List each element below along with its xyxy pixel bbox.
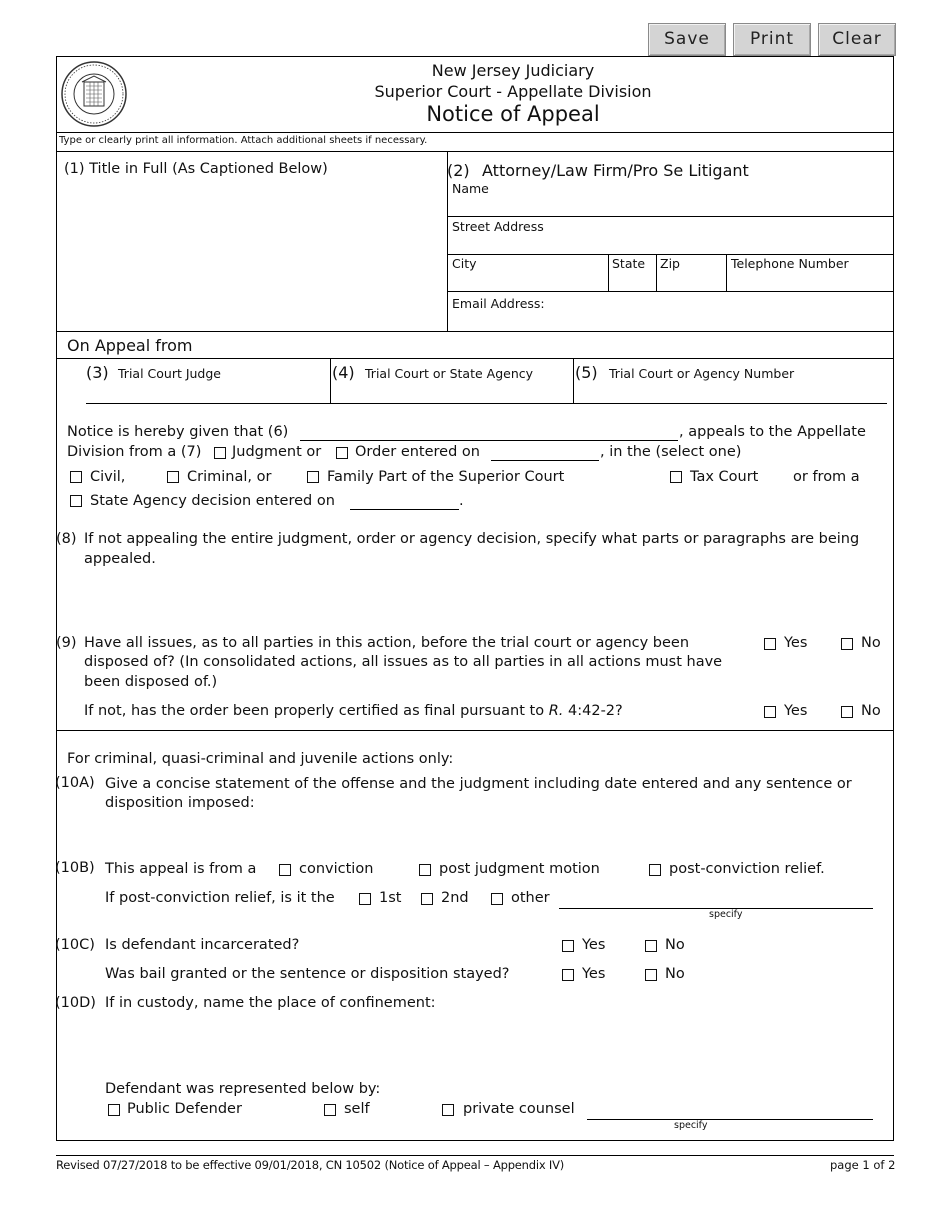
order-label: Order entered on [355, 444, 480, 460]
section10d-number: (10D) [55, 995, 96, 1011]
conviction-checkbox[interactable] [279, 864, 291, 876]
city-input[interactable] [452, 271, 608, 291]
criminal-label: Criminal, or [187, 469, 272, 485]
section10c-number: (10C) [55, 937, 95, 953]
title-in-full-input[interactable] [62, 184, 446, 330]
pcr-second-label: 2nd [441, 890, 469, 906]
judgment-checkbox[interactable] [214, 447, 226, 459]
city-label: City [452, 256, 477, 271]
rule-r: R. [548, 703, 564, 719]
trial-court-judge-input[interactable] [90, 382, 330, 402]
header-line1: New Jersey Judiciary [431, 61, 595, 80]
certified-no-label: No [861, 703, 881, 719]
pcr-second-checkbox[interactable] [421, 893, 433, 905]
bail-no-label: No [665, 966, 685, 982]
notice-text-2: , appeals to the Appellate [679, 424, 866, 440]
save-button[interactable]: Save [648, 23, 726, 56]
civil-label: Civil, [90, 469, 126, 485]
bail-yes-label: Yes [582, 966, 606, 982]
section8-text-1: If not appealing the entire judgment, order or agency decision, specify what parts or paragraphs are being [84, 531, 860, 547]
bail-question: Was bail granted or the sentence or disposition stayed? [105, 966, 510, 982]
family-part-label: Family Part of the Superior Court [327, 469, 565, 485]
conviction-label: conviction [299, 861, 374, 877]
disposed-no-checkbox[interactable] [841, 638, 853, 650]
state-label: State [612, 256, 646, 271]
name-label: Name [452, 181, 489, 196]
incarcerated-yes-label: Yes [582, 937, 606, 953]
pcr-first-checkbox[interactable] [359, 893, 371, 905]
pcr-label: post-conviction relief. [669, 861, 825, 877]
certified-yes-checkbox[interactable] [764, 706, 776, 718]
tax-court-checkbox[interactable] [670, 471, 682, 483]
civil-checkbox[interactable] [70, 471, 82, 483]
attorney-label: Attorney/Law Firm/Pro Se Litigant [482, 161, 749, 180]
header-line2: Superior Court - Appellate Division [374, 82, 652, 101]
private-counsel-label: private counsel [463, 1101, 575, 1117]
post-judgment-checkbox[interactable] [419, 864, 431, 876]
case-number-number: (5) [575, 363, 598, 382]
state-agency-label: State Agency decision entered on [90, 493, 335, 509]
pcr-other-label: other [511, 890, 550, 906]
agency-number: (4) [332, 363, 355, 382]
criminal-checkbox[interactable] [167, 471, 179, 483]
incarcerated-no-checkbox[interactable] [645, 940, 657, 952]
tax-court-label: Tax Court [690, 469, 759, 485]
section8-text-2: appealed. [84, 551, 156, 567]
section10a-text-1: Give a concise statement of the offense and the judgment including date entered and any sentence or [105, 776, 852, 792]
pcr-checkbox[interactable] [649, 864, 661, 876]
criminal-heading: For criminal, quasi-criminal and juvenile actions only: [67, 751, 454, 767]
notice-text-1: Notice is hereby given that (6) [67, 424, 289, 440]
agency-number-label: Trial Court or Agency Number [609, 366, 795, 381]
footer-revision: Revised 07/27/2018 to be effective 09/01/2018, CN 10502 (Notice of Appeal – Appendix IV) [56, 1158, 565, 1172]
confinement-place-input[interactable] [105, 1016, 889, 1074]
notice-text-3: Division from a (7) [67, 444, 202, 460]
section9-number: (9) [56, 635, 77, 651]
trial-court-agency-input[interactable] [336, 382, 572, 402]
counsel-specify-caption: specify [674, 1120, 708, 1131]
agency-decision-date-input[interactable] [350, 509, 459, 510]
order-checkbox[interactable] [336, 447, 348, 459]
email-input[interactable] [552, 294, 892, 314]
incarcerated-no-label: No [665, 937, 685, 953]
section9-text-2: disposed of? (In consolidated actions, all issues as to all parties in all actions must have [84, 654, 723, 670]
custody-question: If in custody, name the place of confinement: [105, 995, 436, 1011]
disposed-yes-label: Yes [784, 635, 808, 651]
public-defender-label: Public Defender [127, 1101, 242, 1117]
certified-question-a: If not, has the order been properly certified as final pursuant to [84, 703, 549, 719]
footer-page-number: page 1 of 2 [830, 1158, 896, 1172]
or-from-a-text: or from a [793, 469, 860, 485]
certified-no-checkbox[interactable] [841, 706, 853, 718]
zip-input[interactable] [660, 271, 726, 291]
email-label: Email Address: [452, 296, 545, 311]
judgment-label: Judgment or [232, 444, 322, 460]
section9-text-1: Have all issues, as to all parties in this action, before the trial court or agency been [84, 635, 690, 651]
disposed-yes-checkbox[interactable] [764, 638, 776, 650]
print-button[interactable]: Print [733, 23, 811, 56]
telephone-label: Telephone Number [731, 256, 849, 271]
pcr-other-checkbox[interactable] [491, 893, 503, 905]
parts-appealed-input[interactable] [84, 573, 888, 633]
trial-court-judge-label: Trial Court Judge [118, 366, 221, 381]
title-in-full-label: (1) Title in Full (As Captioned Below) [64, 161, 328, 177]
name-input[interactable] [452, 196, 894, 216]
incarcerated-yes-checkbox[interactable] [562, 940, 574, 952]
bail-yes-checkbox[interactable] [562, 969, 574, 981]
family-part-checkbox[interactable] [307, 471, 319, 483]
incarcerated-question: Is defendant incarcerated? [105, 937, 300, 953]
page-title: Notice of Appeal [426, 102, 600, 126]
private-counsel-specify-input[interactable] [587, 1119, 873, 1120]
pcr-specify-caption: specify [709, 909, 743, 920]
notice-text-4: , in the (select one) [600, 444, 742, 460]
period-text: . [459, 493, 464, 509]
pcr-first-label: 1st [379, 890, 402, 906]
pcr-question: If post-conviction relief, is it the [105, 890, 335, 906]
disposed-no-label: No [861, 635, 881, 651]
self-checkbox[interactable] [324, 1104, 336, 1116]
order-date-input[interactable] [491, 460, 599, 461]
instructions-text: Type or clearly print all information. Attach additional sheets if necessary. [59, 135, 428, 146]
appellant-name-input[interactable] [300, 440, 678, 441]
offense-statement-input[interactable] [105, 816, 889, 858]
self-label: self [344, 1101, 370, 1117]
telephone-input[interactable] [731, 271, 893, 291]
represented-text: Defendant was represented below by: [105, 1081, 381, 1097]
private-counsel-checkbox[interactable] [442, 1104, 454, 1116]
zip-label: Zip [660, 256, 680, 271]
appeal-from-text: This appeal is from a [105, 861, 257, 877]
section8-number: (8) [56, 531, 77, 547]
bail-no-checkbox[interactable] [645, 969, 657, 981]
state-input[interactable] [612, 271, 658, 291]
certified-yes-label: Yes [784, 703, 808, 719]
judge-number: (3) [86, 363, 109, 382]
section2-number: (2) [447, 161, 470, 180]
street-input[interactable] [452, 234, 894, 254]
section9-text-3: been disposed of.) [84, 674, 218, 690]
public-defender-checkbox[interactable] [108, 1104, 120, 1116]
state-agency-checkbox[interactable] [70, 495, 82, 507]
certified-question [84, 703, 623, 719]
trial-court-agency-label: Trial Court or State Agency [365, 366, 534, 381]
section10a-number: (10A) [55, 775, 95, 791]
post-judgment-label: post judgment motion [439, 861, 600, 877]
agency-number-input[interactable] [580, 382, 889, 402]
clear-button[interactable]: Clear [818, 23, 896, 56]
section10a-text-2: disposition imposed: [105, 795, 255, 811]
on-appeal-from-label: On Appeal from [67, 336, 193, 355]
certified-question-b: 4:42-2? [563, 703, 623, 719]
section10b-number: (10B) [55, 860, 95, 876]
street-label: Street Address [452, 219, 544, 234]
